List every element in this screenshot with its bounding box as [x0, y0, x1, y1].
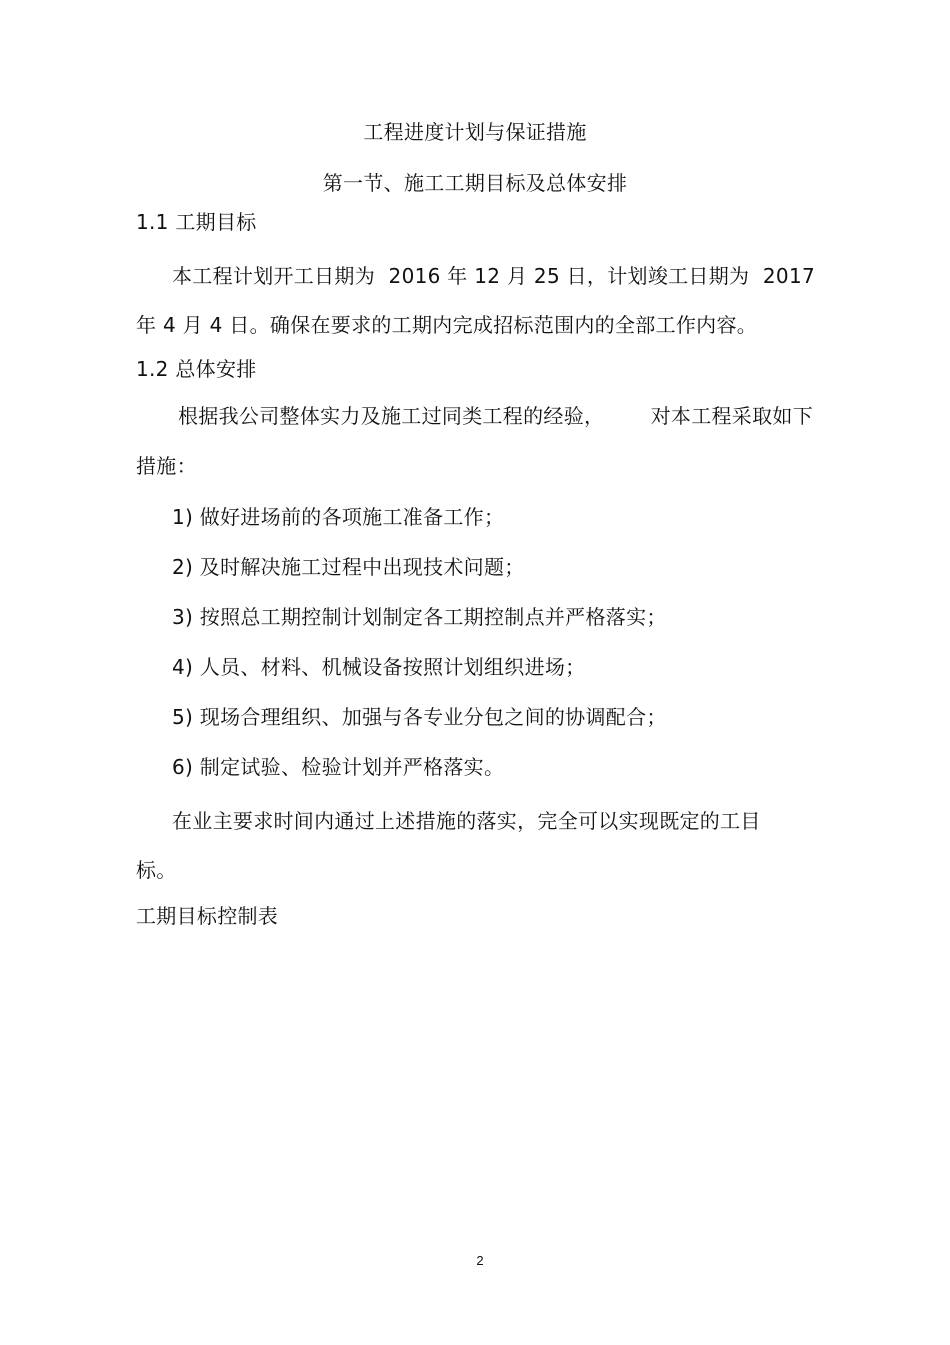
document-title: 工程进度计划与保证措施: [363, 120, 587, 144]
subsection-heading-1-2: 1.2 总体安排: [136, 357, 257, 381]
list-item: 5) 现场合理组织、加强与各专业分包之间的协调配合；: [172, 705, 667, 729]
table-caption: 工期目标控制表: [136, 904, 279, 928]
paragraph-1-2-line-2: 措施：: [136, 454, 197, 478]
paragraph-1-1-line-2: 年 4 月 4 日。确保在要求的工期内完成招标范围内的全部工作内容。: [136, 313, 758, 337]
paragraph-1-2-part-1: 根据我公司整体实力及施工过同类工程的经验，: [178, 404, 605, 428]
section-title: 第一节、施工工期目标及总体安排: [322, 171, 628, 195]
list-item: 2) 及时解决施工过程中出现技术问题；: [172, 555, 525, 579]
page-number: 2: [476, 1253, 484, 1268]
list-item: 6) 制定试验、检验计划并严格落实。: [172, 755, 505, 779]
conclusion-line-2: 标。: [136, 858, 177, 882]
list-item: 1) 做好进场前的各项施工准备工作；: [172, 505, 505, 529]
subsection-heading-1-1: 1.1 工期目标: [136, 210, 257, 234]
paragraph-1-2-line-1: [178, 404, 813, 428]
conclusion-line-1: 在业主要求时间内通过上述措施的落实，完全可以实现既定的工目: [172, 809, 761, 833]
paragraph-1-1-part-1: 本工程计划开工日期为: [172, 264, 375, 288]
list-item: 4) 人员、材料、机械设备按照计划组织进场；: [172, 655, 586, 679]
list-item: 3) 按照总工期控制计划制定各工期控制点并严格落实；: [172, 605, 667, 629]
paragraph-1-1-part-3: 2017: [762, 264, 815, 288]
paragraph-1-1-line-1: [172, 264, 815, 288]
paragraph-1-1-part-2: 2016 年 12 月 25 日，计划竣工日期为: [388, 264, 750, 288]
paragraph-1-2-part-2: 对本工程采取如下: [650, 404, 813, 428]
